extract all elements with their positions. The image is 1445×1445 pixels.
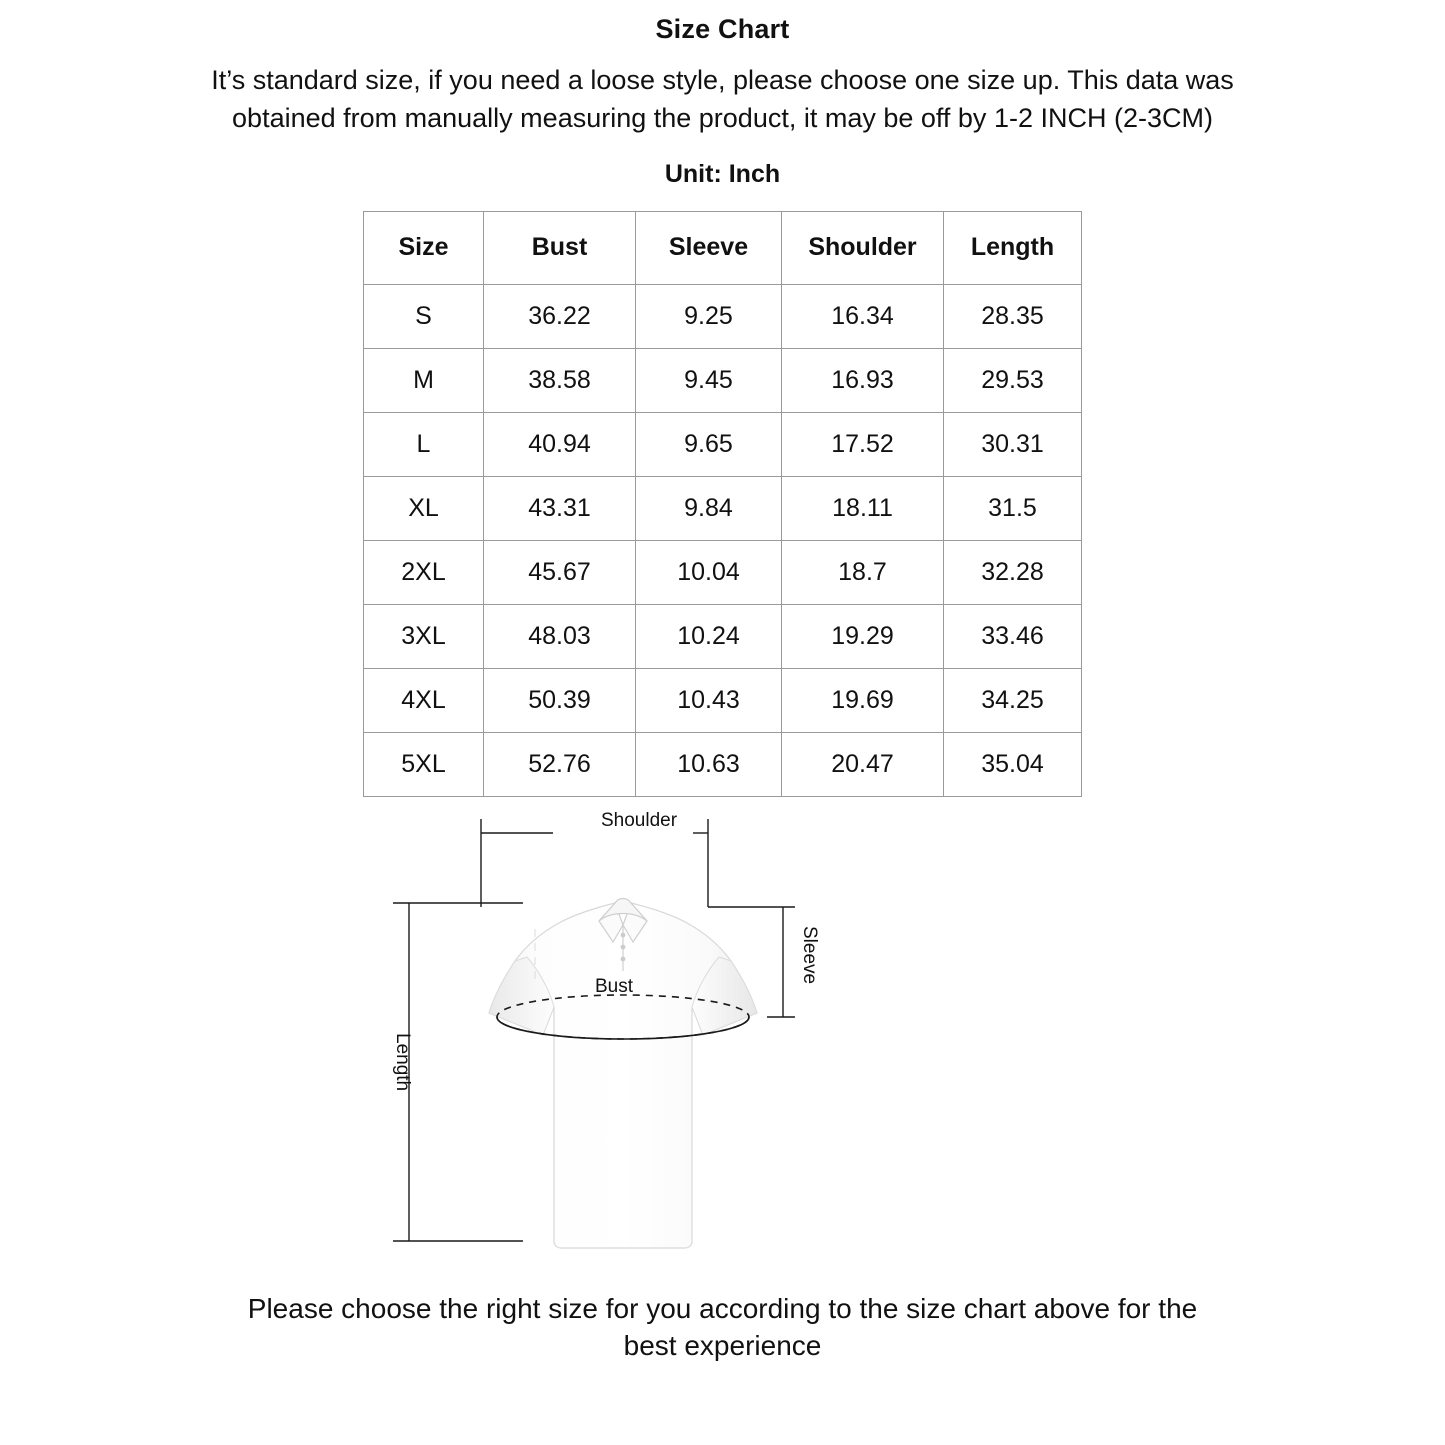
cell-length: 29.53 <box>944 348 1082 412</box>
measurement-diagram <box>363 811 1083 1276</box>
cell-length: 35.04 <box>944 732 1082 796</box>
cell-shoulder: 19.29 <box>782 604 944 668</box>
table-row <box>364 668 1082 732</box>
cell-bust: 43.31 <box>484 476 636 540</box>
cell-sleeve: 9.25 <box>636 284 782 348</box>
cell-length: 30.31 <box>944 412 1082 476</box>
table-row <box>364 348 1082 412</box>
cell-bust: 50.39 <box>484 668 636 732</box>
cell-size: XL <box>364 476 484 540</box>
size-table <box>363 211 1082 797</box>
cell-shoulder: 16.93 <box>782 348 944 412</box>
table-row <box>364 412 1082 476</box>
page-title: Size Chart <box>655 14 790 44</box>
cell-sleeve: 10.24 <box>636 604 782 668</box>
cell-shoulder: 18.11 <box>782 476 944 540</box>
cell-size: 4XL <box>364 668 484 732</box>
cell-size: 2XL <box>364 540 484 604</box>
intro-text: It’s standard size, if you need a loose style, please choose one size up. This data was obtained from manually measuring the product, it may be off by 1-2 INCH (2-3CM) <box>211 65 1234 134</box>
cell-bust: 45.67 <box>484 540 636 604</box>
cell-sleeve: 10.63 <box>636 732 782 796</box>
footer-note: Please choose the right size for you according to the size chart above for the best experience <box>247 1292 1198 1362</box>
table-row <box>364 732 1082 796</box>
unit-label: Unit: Inch <box>664 159 781 188</box>
cell-length: 33.46 <box>944 604 1082 668</box>
table-row <box>364 604 1082 668</box>
polo-shirt-illustration <box>489 898 757 1248</box>
cell-shoulder: 17.52 <box>782 412 944 476</box>
cell-length: 31.5 <box>944 476 1082 540</box>
cell-bust: 38.58 <box>484 348 636 412</box>
cell-bust: 48.03 <box>484 604 636 668</box>
cell-sleeve: 10.43 <box>636 668 782 732</box>
cell-shoulder: 18.7 <box>782 540 944 604</box>
cell-shoulder: 16.34 <box>782 284 944 348</box>
cell-sleeve: 10.04 <box>636 540 782 604</box>
column-header-length: Length <box>944 211 1082 284</box>
shoulder-label-text: Shoulder <box>600 810 677 831</box>
column-header-bust: Bust <box>484 211 636 284</box>
cell-length: 32.28 <box>944 540 1082 604</box>
cell-bust: 36.22 <box>484 284 636 348</box>
table-row <box>364 540 1082 604</box>
column-header-sleeve: Sleeve <box>636 211 782 284</box>
cell-size: 3XL <box>364 604 484 668</box>
cell-size: M <box>364 348 484 412</box>
column-header-shoulder: Shoulder <box>782 211 944 284</box>
cell-shoulder: 19.69 <box>782 668 944 732</box>
cell-bust: 52.76 <box>484 732 636 796</box>
cell-sleeve: 9.84 <box>636 476 782 540</box>
cell-sleeve: 9.65 <box>636 412 782 476</box>
cell-length: 28.35 <box>944 284 1082 348</box>
length-label-text: Length <box>391 1032 413 1091</box>
table-row <box>364 476 1082 540</box>
cell-size: S <box>364 284 484 348</box>
cell-shoulder: 20.47 <box>782 732 944 796</box>
cell-sleeve: 9.45 <box>636 348 782 412</box>
cell-size: L <box>364 412 484 476</box>
table-header-row <box>364 211 1082 284</box>
column-header-size: Size <box>364 211 484 284</box>
sleeve-label-text: Sleeve <box>798 925 820 984</box>
cell-bust: 40.94 <box>484 412 636 476</box>
cell-size: 5XL <box>364 732 484 796</box>
cell-length: 34.25 <box>944 668 1082 732</box>
table-row <box>364 284 1082 348</box>
bust-label-text: Bust <box>594 975 633 997</box>
